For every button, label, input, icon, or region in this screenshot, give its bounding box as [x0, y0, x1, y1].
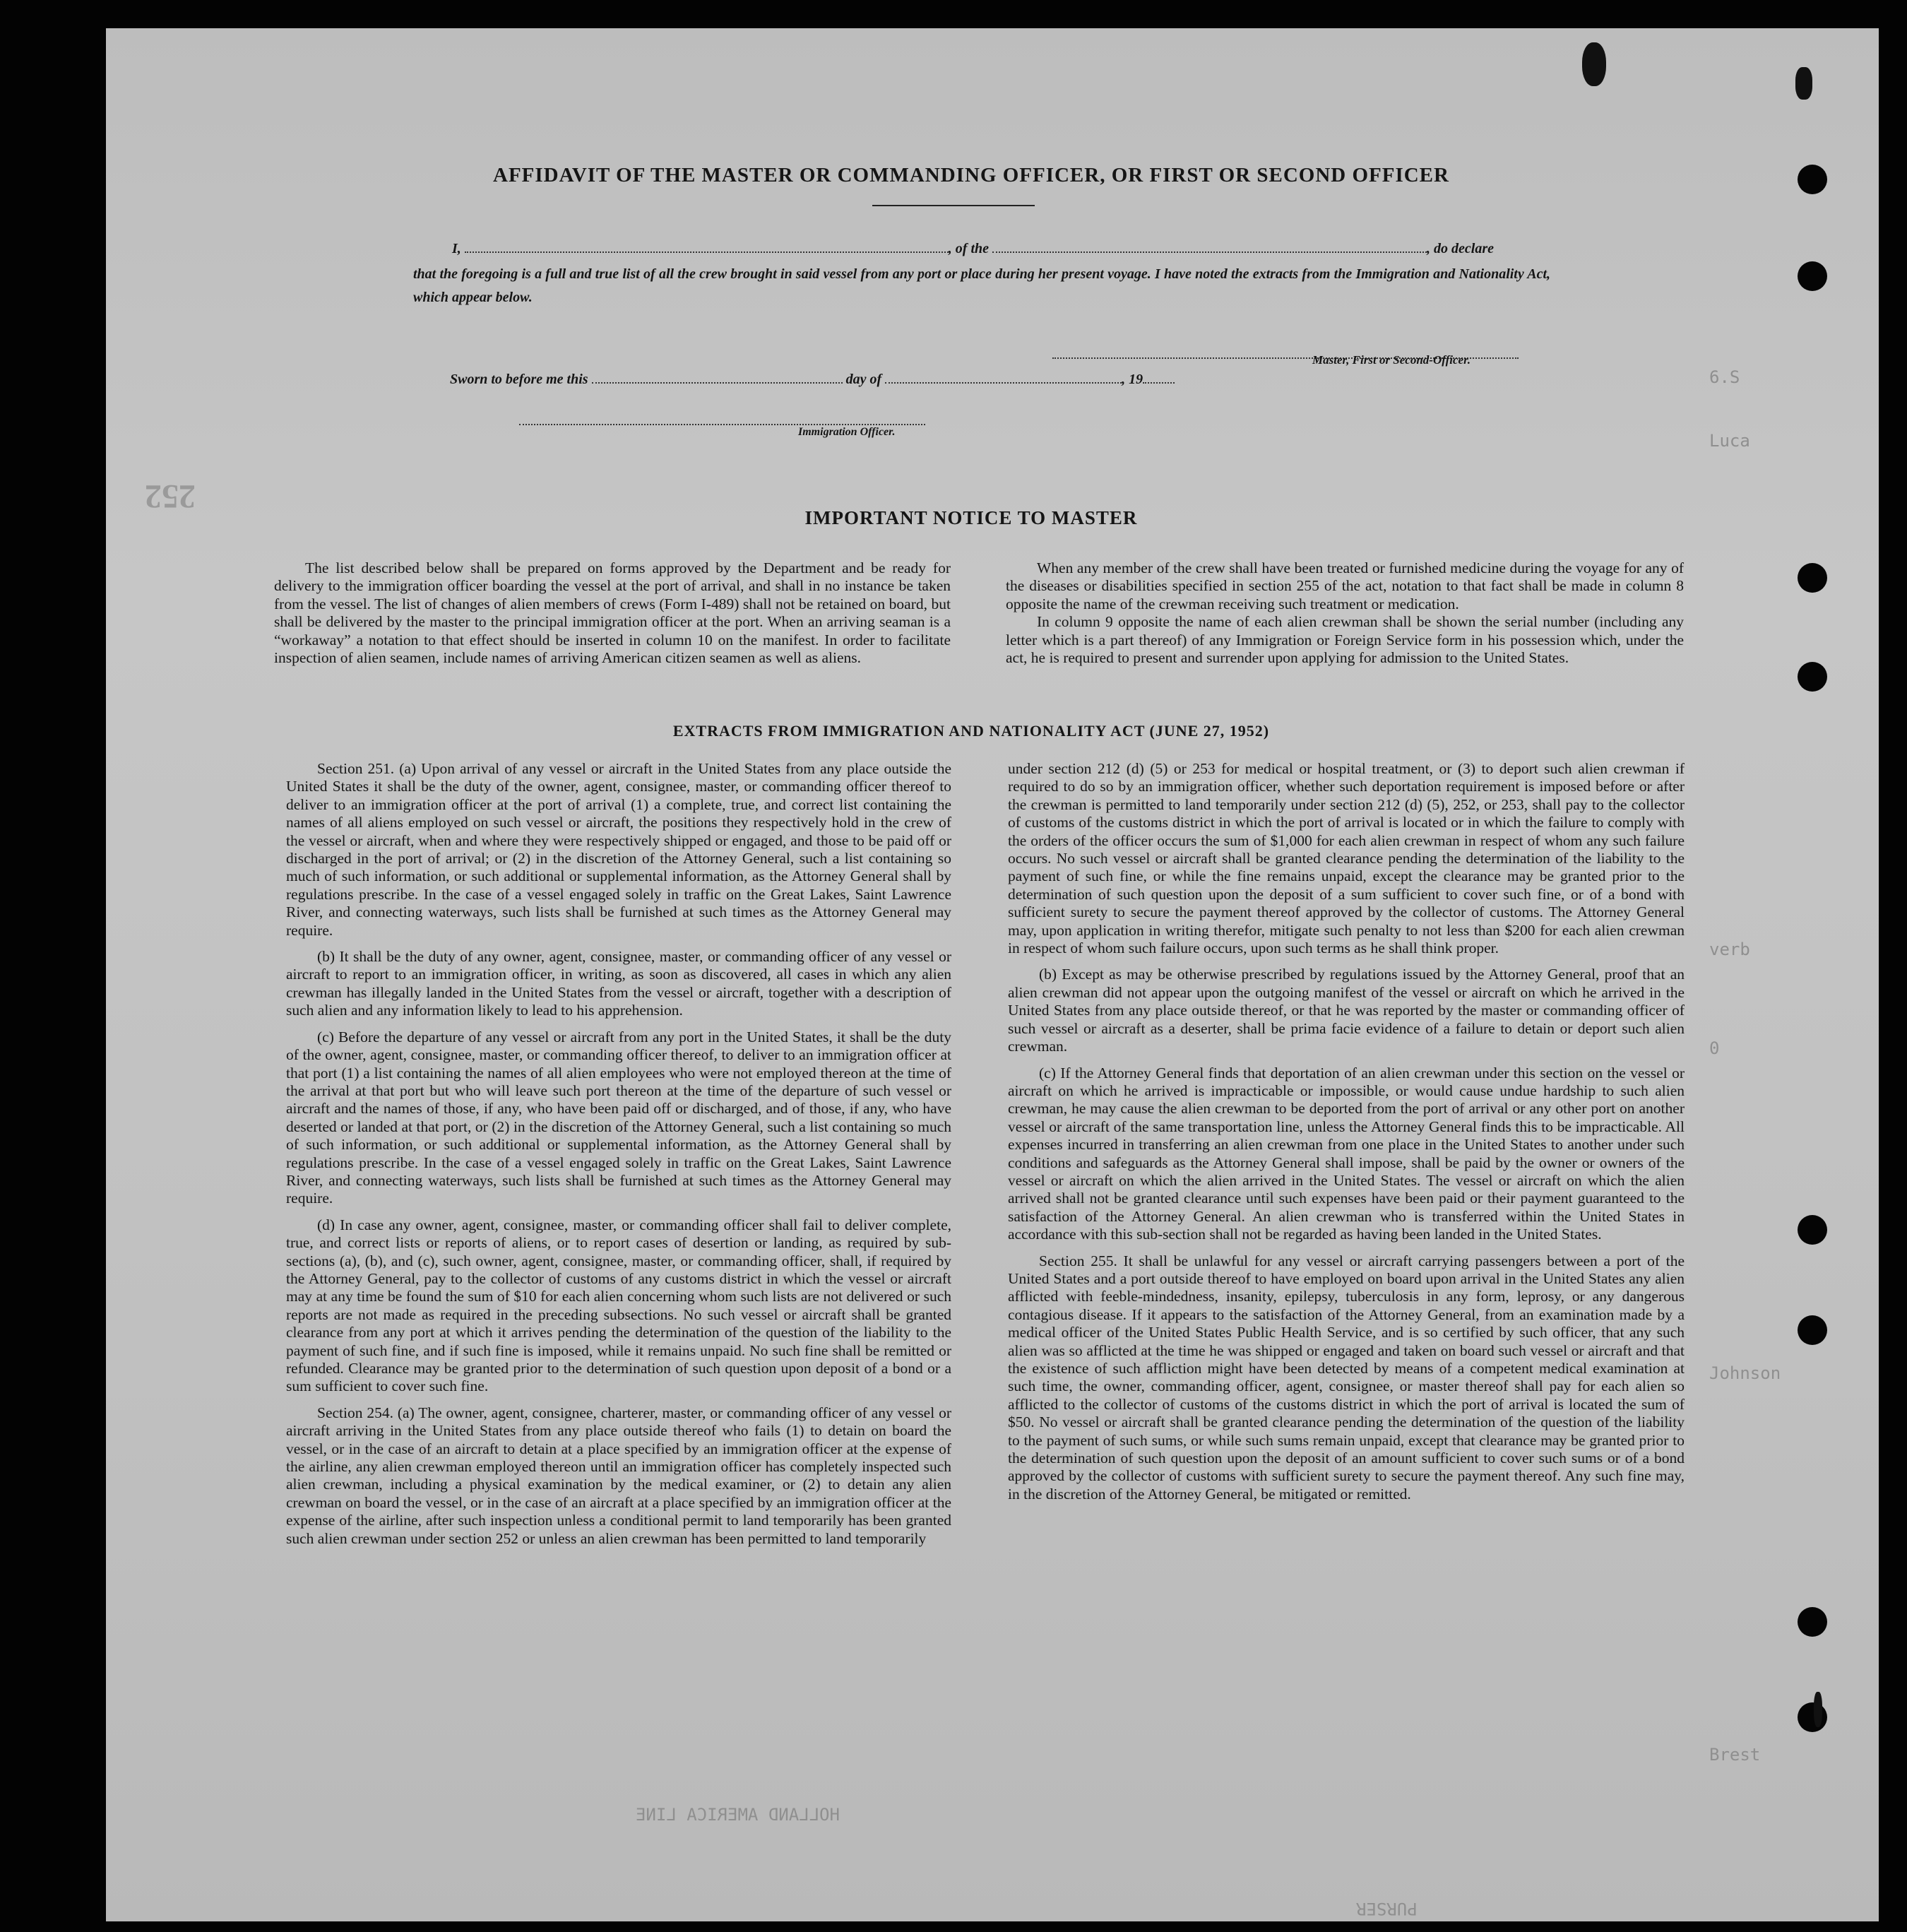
- declarant-line: [452, 239, 1494, 257]
- section-251-d: (d) In case any owner, agent, consignee, master, or commanding officer shall fail to deliver complete, true, and correct lists or reports of aliens, or to report cases of desertion or landing, as required by sub-sections (a), (b), and (c), such owner, agent, consignee, master, or commanding officer, shall, if required by the Attorney General, pay to the collector of customs of any customs district in which the vessel or aircraft may at any time be found the sum of $10 for each alien concerning whom such lists are not delivered or such reports are not made as required in the preceding subsections. No such vessel or aircraft shall be granted clearance from any port at which it arrives pending the determination of the question of the liability to the payment of such fine, and if such fine is imposed, while it remains unpaid. No such fine shall be remitted or refunded. Clearance may be granted prior to the determination of such question upon deposit of a bond or a sum sufficient to cover such fine.: [286, 1216, 951, 1395]
- ink-blot: [1814, 1692, 1822, 1727]
- do-declare-label: , do declare: [1427, 241, 1494, 256]
- of-the-label: , of the: [948, 241, 990, 256]
- immigration-officer-label: Immigration Officer.: [798, 426, 896, 438]
- bleed-through-text: verb: [1709, 940, 1750, 959]
- notice-title: IMPORTANT NOTICE TO MASTER: [804, 507, 1138, 528]
- year-prefix-label: , 19: [1122, 372, 1143, 387]
- declarant-i-label: I,: [452, 241, 461, 256]
- ink-blot: [1795, 67, 1812, 100]
- extracts-title: EXTRACTS FROM IMMIGRATION AND NATIONALITY ACT (JUNE 27, 1952): [672, 722, 1270, 740]
- affidavit-title: AFFIDAVIT OF THE MASTER OR COMMANDING OFFICER, OR FIRST OR SECOND OFFICER: [493, 164, 1449, 186]
- master-signature-label: Master, First or Second-Officer.: [1312, 353, 1471, 367]
- section-251-a: Section 251. (a) Upon arrival of any vessel or aircraft in the United States from any place outside the United States it shall be the duty of the owner, agent, consignee, master, or commanding officer thereof to deliver to an immigration officer at the port of arrival (1) a complete, true, and correct list containing the names of all aliens employed on such vessel or aircraft, the positions they respectively hold in the crew of the vessel or aircraft, when and where they were respectively shipped or engaged, and those to be paid off or discharged in the port of arrival; or (2) in the discretion of the Attorney General, such a list containing so much of such information, or such additional or supplemental information, as the Attorney General shall by regulations prescribe. In the case of a vessel engaged solely in traffic on the Great Lakes, Saint Lawrence River, and connecting waterways, such lists shall be furnished at such times as the Attorney General may require.: [286, 760, 951, 939]
- binder-hole: [1798, 261, 1827, 291]
- sworn-month-field[interactable]: [885, 369, 1122, 384]
- sworn-line: [450, 369, 1175, 388]
- declaration-text: that the foregoing is a full and true list of all the crew brought in said vessel from any port or place during her present voyage. I have noted the extracts from the Immigration and Nationality Act, which appear below.: [413, 266, 1550, 305]
- binder-hole: [1798, 1315, 1827, 1345]
- bleed-through-text: PURSER: [1356, 1899, 1418, 1919]
- section-251-b: (b) It shall be the duty of any owner, agent, consignee, master, or commanding officer of any vessel or aircraft to report to an immigration officer, in writing, as soon as discovered, all cases in which any alien crewman has illegally landed in the United States from the vessel or aircraft, together with a description of such alien and any information likely to lead to his apprehension.: [286, 948, 951, 1019]
- sworn-before-label: Sworn to before me this: [450, 372, 588, 387]
- bleed-through-text: Luca: [1709, 431, 1750, 451]
- bleed-through-text: Brest: [1709, 1745, 1761, 1765]
- extracts-left-column: [286, 760, 951, 1548]
- binder-hole: [1798, 1215, 1827, 1245]
- day-of-label: day of: [845, 372, 882, 387]
- notice-left-paragraph: The list described below shall be prepared on forms approved by the Department and be ready for delivery to the immigration officer boarding the vessel at the port of arrival, and shall in no instance be taken from the vessel. The list of changes of alien members of crews (Form I-489) shall not be retained on board, but shall be delivered by the master to the principal immigration officer at the port. When an arriving seaman is a “workaway” a notation to that effect should be inserted in column 10 on the manifest. In order to facilitate inspection of alien seamen, include names of arriving American citizen seamen as well as aliens.: [274, 559, 951, 667]
- section-254-c: (c) If the Attorney General finds that deportation of an alien crewman under this section on the vessel or aircraft on which he arrived is impracticable or impossible, or would cause undue hardship to such alien crewman, he may cause the alien crewman to be deported from the port of arrival or any other port on another vessel or aircraft of the same transportation line, unless the Attorney General finds this to be impracticable. All expenses incurred in transferring an alien crewman from one place in the United States to another under such conditions and safeguards as the Attorney General shall impose, shall be paid by the owner or owners of the vessel or aircraft on which the alien arrived in the United States. The vessel or aircraft on which the alien arrived shall not be granted clearance until such expenses have been paid or their payment guaranteed to the satisfaction of the Attorney General. An alien crewman who is transferred within the United States in accordance with this sub-section shall not be regarded as having been landed in the United States.: [1008, 1064, 1685, 1243]
- bleed-through-text: 0: [1709, 1038, 1720, 1058]
- section-255: Section 255. It shall be unlawful for any vessel or aircraft carrying passengers between a port of the United States and a port outside thereof to have employed on board upon arrival in the United States any alien afflicted with feeble-mindedness, insanity, epilepsy, tuberculosis in any form, leprosy, or any dangerous contagious disease. If it appears to the satisfaction of the Attorney General, from an examination made by a medical officer of the United States Public Health Service, and is so certified by such officer, that any such alien was so afflicted at the time he was shipped or engaged and taken on board such vessel or aircraft and that the existence of such affliction might have been detected by means of a competent medical examination at such time, the owner, commanding officer, agent, consignee, or master thereof shall pay for each alien so afflicted to the collector of customs of the customs district in which the port of arrival is located the sum of $50. No vessel or aircraft shall be granted clearance pending the determination of the question of the liability to the payment of such sums, or while such sums remain unpaid, except that clearance may be granted prior to the determination of such question upon the deposit of an amount sufficient to cover such sums or of a bond approved by the collector of customs with sufficient surety to secure the payment thereof. Any such fine may, in the discretion of the Attorney General, be mitigated or remitted.: [1008, 1252, 1685, 1503]
- binder-hole: [1798, 662, 1827, 692]
- bleed-through-text: Johnson: [1709, 1363, 1781, 1383]
- bleed-through-text: HOLLAND AMERICA LINE: [636, 1805, 840, 1825]
- section-254-a-continued: under section 212 (d) (5) or 253 for medical or hospital treatment, or (3) to deport such alien crewman if required to do so by an immigration officer, whether such deportation requirement is imposed before or after the crewman is permitted to land temporarily under section 212 (d) (5), 252, or 253, shall pay to the collector of customs of the customs district in which the port of arrival is located or in which the failure to comply with the orders of the officer occurs the sum of $1,000 for each alien crewman in respect of whom any such failure occurs. No such vessel or aircraft shall be granted clearance pending the determination of the liability to the payment of such fine, or while the fine remains unpaid, except the clearance may be granted prior to the determination of such question upon the deposit of a sum sufficient to cover such fine, or of a bond with sufficient surety to secure the payment thereof approved by the collector of customs. The Attorney General may, upon application in writing therefor, mitigate such penalty to not less than $200 for each alien crewman in respect of whom such failure occurs, upon such terms as he shall think proper.: [1008, 760, 1685, 957]
- margin-number: 252: [145, 478, 196, 515]
- binder-hole: [1798, 1607, 1827, 1637]
- binder-hole: [1798, 1702, 1827, 1732]
- binder-hole: [1798, 165, 1827, 194]
- title-rule: [872, 205, 1035, 206]
- sworn-year-field[interactable]: [1143, 369, 1175, 384]
- extracts-right-column: [1008, 760, 1685, 1503]
- section-254-a: Section 254. (a) The owner, agent, consignee, charterer, master, or commanding officer of any vessel or aircraft arriving in the United States from any place outside thereof who fails (1) to detain on board the vessel, or in the case of an aircraft to detain at a place specified by an immigration officer at the expense of the airline, any alien crewman employed thereon until an immigration officer has completely inspected such alien crewman, including a physical examination by the medical examiner, or (2) to detain any alien crewman on board the vessel, or in the case of an aircraft at a place specified by an immigration officer at the expense of the airline, after such inspection unless a conditional permit to land temporarily has been granted such alien crewman under section 252 or unless an alien crewman has been permitted to land temporarily: [286, 1404, 951, 1547]
- bleed-through-text: 6.S: [1709, 367, 1740, 387]
- notice-left-column: [274, 559, 951, 667]
- declarant-name-field[interactable]: [465, 239, 949, 253]
- sworn-day-field[interactable]: [592, 369, 843, 384]
- notice-right-column: [1006, 559, 1684, 667]
- vessel-name-field[interactable]: [992, 239, 1427, 253]
- ink-blot: [1582, 42, 1606, 86]
- binder-hole: [1798, 563, 1827, 593]
- section-251-c: (c) Before the departure of any vessel or aircraft from any port in the United States, it shall be the duty of the owner, agent, consignee, master, or commanding officer thereof, to deliver to an immigration officer at that port (1) a list containing the names of all alien employees who were not employed thereon at the time of the arrival at that port but who will leave such port thereon at the time of the departure of such vessel or aircraft and the names of those, if any, who have been paid off or discharged, and of those, if any, who have deserted or landed at that port, or (2) in the discretion of the Attorney General, such a list containing so much of such information, or such additional or supplemental information, as the Attorney General shall by regulations prescribe. In the case of a vessel engaged solely in traffic on the Great Lakes, Saint Lawrence River, and connecting waterways, such lists shall be furnished at such times as the Attorney General may require.: [286, 1028, 951, 1207]
- notice-right-paragraph-1: When any member of the crew shall have been treated or furnished medicine during the voyage for any of the diseases or disabilities specified in section 255 of the act, notation to that fact shall be made in column 8 opposite the name of the crewman receiving such treatment or medication.: [1006, 559, 1684, 612]
- notice-right-paragraph-2: In column 9 opposite the name of each alien crewman shall be shown the serial number (including any letter which is a part thereof) of any Immigration or Foreign Service form in his possession which, under the act, he is required to present and surrender upon applying for admission to the United States.: [1006, 613, 1684, 667]
- section-254-b: (b) Except as may be otherwise prescribed by regulations issued by the Attorney General, proof that an alien crewman did not appear upon the outgoing manifest of the vessel or aircraft on which he arrived in the United States from any place outside thereof, or that he was reported by the master or commanding officer of such vessel or aircraft as a deserter, shall be prima facie evidence of a failure to detain or deport such alien crewman.: [1008, 966, 1685, 1055]
- immigration-officer-signature-field[interactable]: [519, 411, 925, 425]
